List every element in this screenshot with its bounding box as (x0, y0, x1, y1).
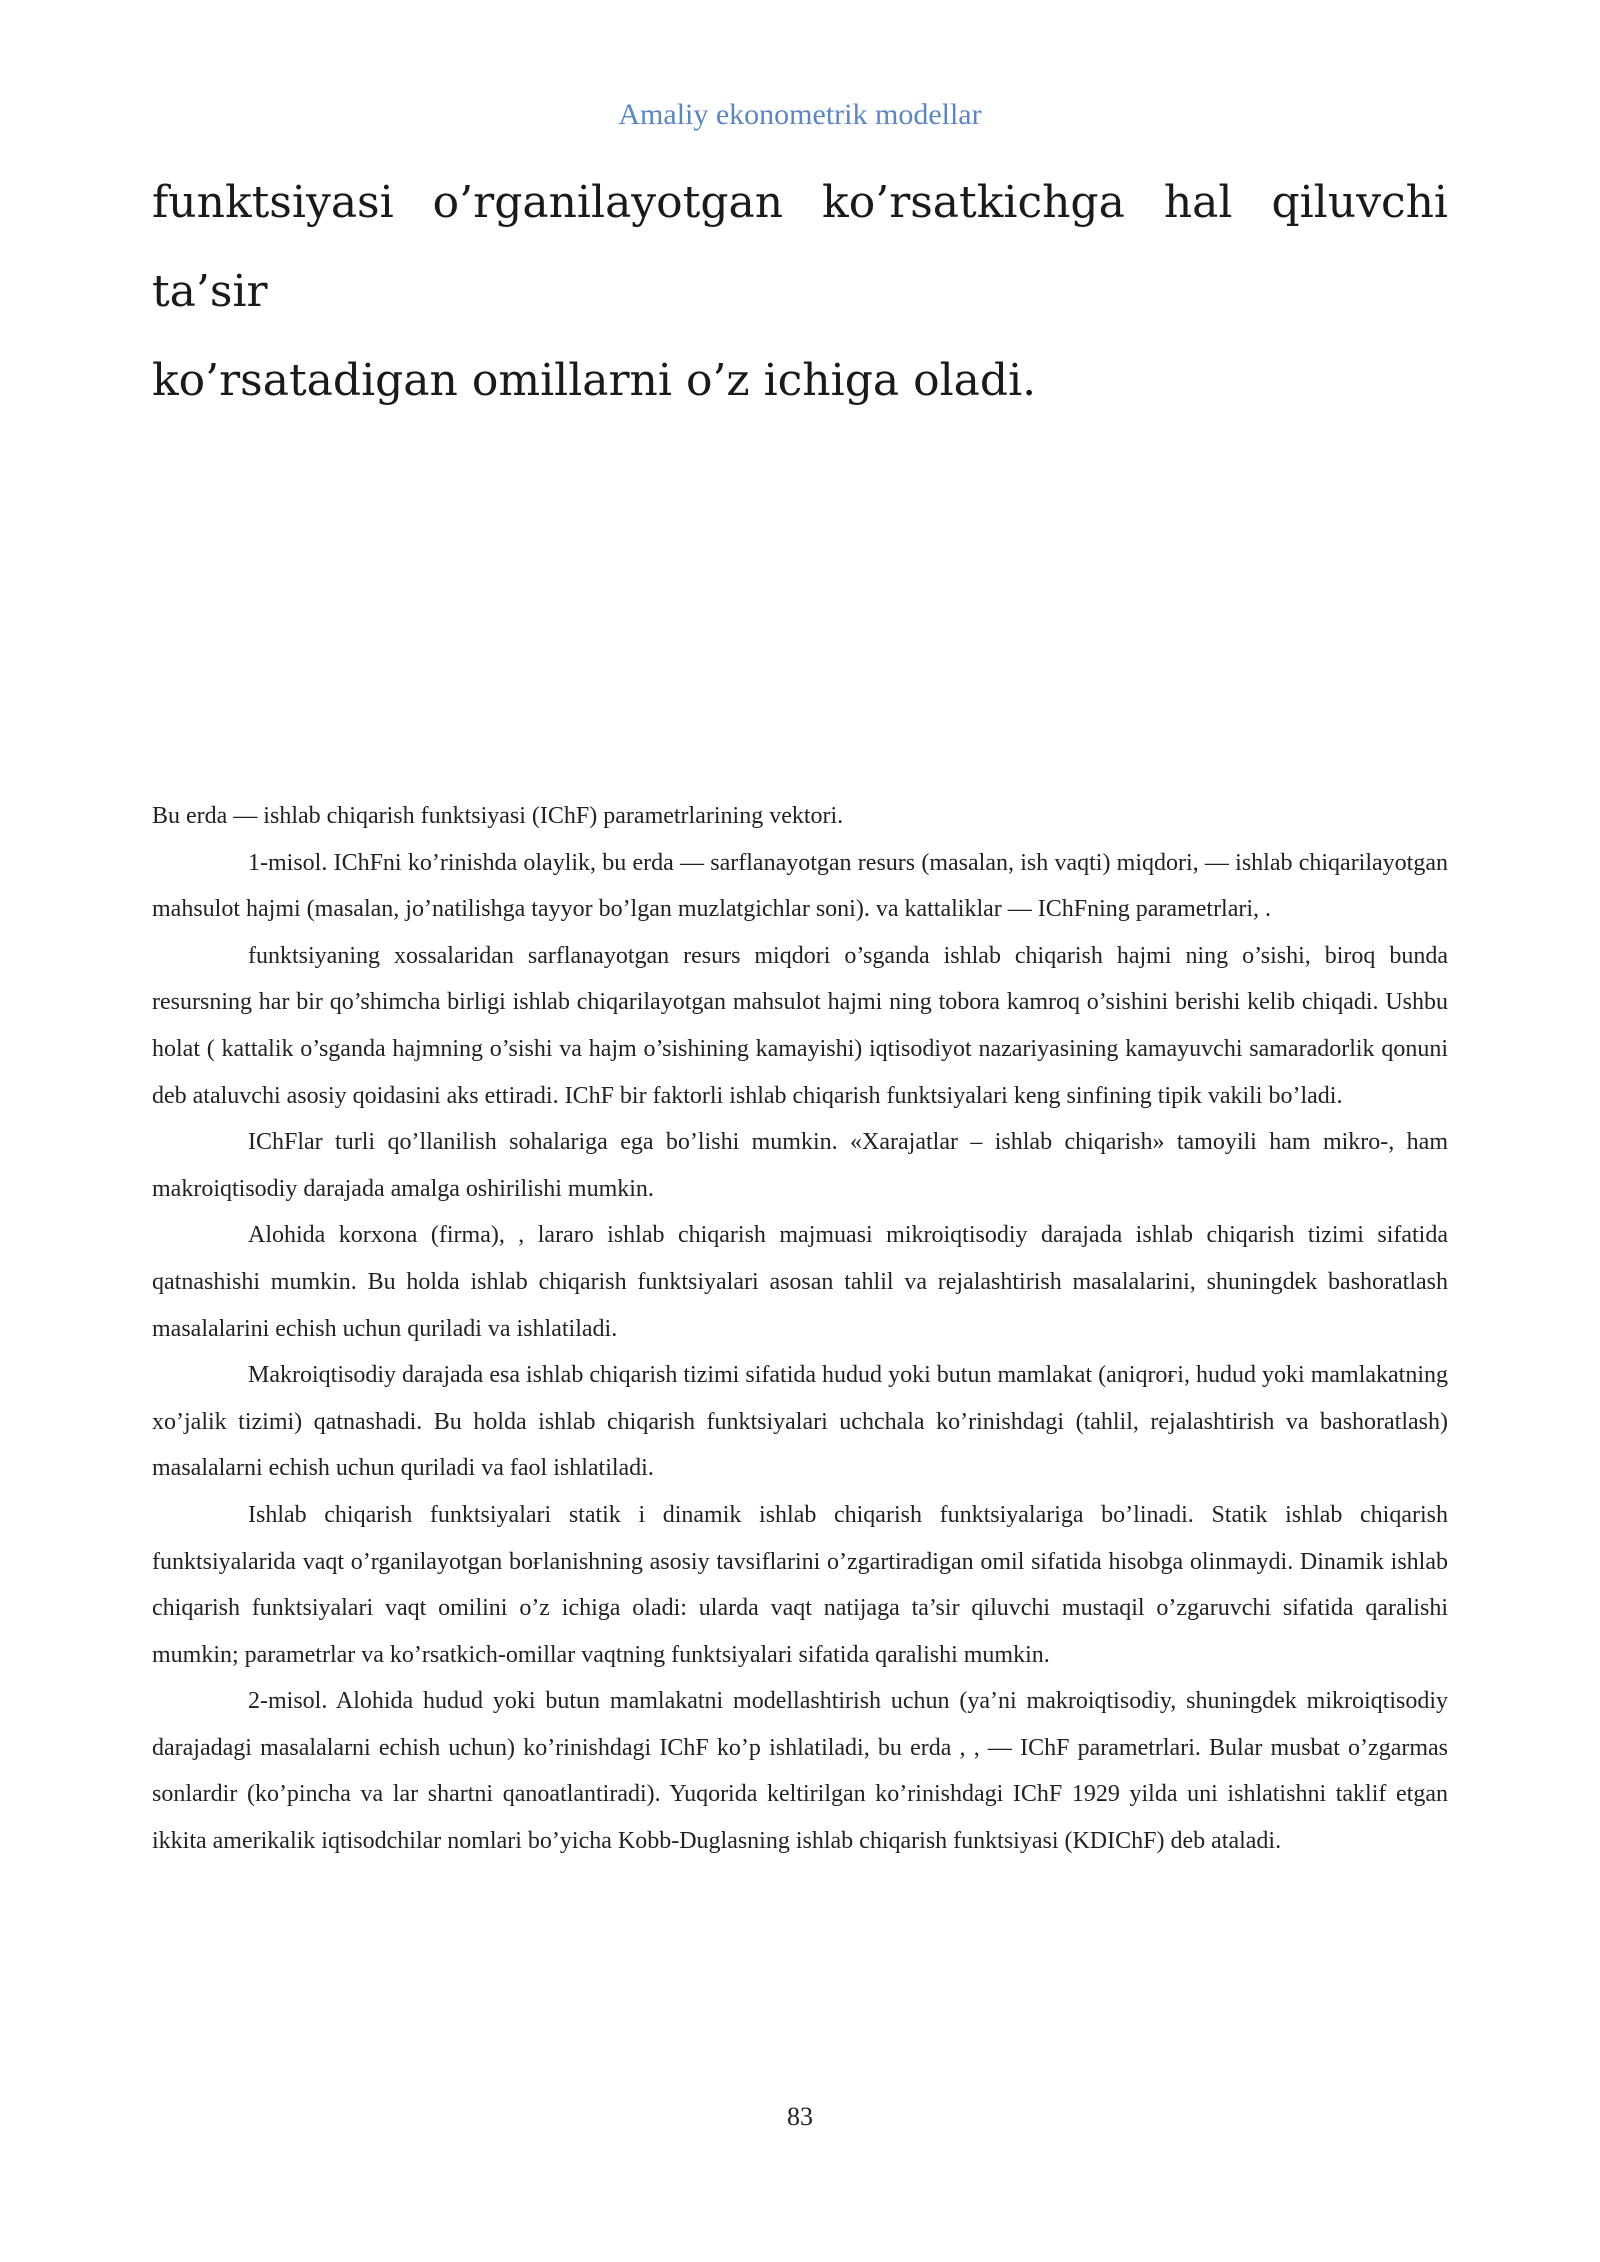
paragraph-example-2: 2-misol. Alohida hudud yoki butun mamlakatni modellashtirish uchun (ya’ni makroiqtisodiy, shuningdek mikroiqtisodiy darajadagi masalalarni echish uchun) ko’rinishdagi IChF ko’p ishlatiladi, bu erda , , — IChF parametrlari. Bular musbat o’zgarmas sonlardir (ko’pincha va lar shartni qanoatlantiradi). Yuqorida keltirilgan ko’rinishdagi IChF 1929 yilda uni ishlatishni taklif etgan ikkita amerikalik iqtisodchilar nomlari bo’yicha Kobb-Duglasning ishlab chiqarish funktsiyasi (KDIChF) deb ataladi. (152, 1688, 1448, 1855)
paragraph-micro-level: Alohida korxona (firma), , lararo ishlab chiqarish majmuasi mikroiqtisodiy darajada ishlab chiqarish tizimi sifatida qatnashishi mumkin. Bu holda ishlab chiqarish funktsiyalari asosan tahlil va rejalashtirish masalalarini, shuningdek bashoratlash masalalarini echish uchun quriladi va ishlatiladi. (152, 1222, 1448, 1342)
paragraph-application-areas: IChFlar turli qo’llanilish sohalariga ega bo’lishi mumkin. «Xarajatlar – ishlab chiqarish» tamoyili ham mikro-, ham makroiqtisodiy darajada amalga oshirilishi mumkin. (152, 1129, 1448, 1202)
running-header: Amaliy ekonometrik modellar (618, 98, 982, 131)
paragraph-macro-level: Makroiqtisodiy darajada esa ishlab chiqarish tizimi sifatida hudud yoki butun mamlakat (aniqroғi, hudud yoki mamlakatning xo’jalik tizimi) qatnashadi. Bu holda ishlab chiqarish funktsiyalari uchchala ko’rinishdagi (tahlil, rejalashtirish va bashoratlash) masalalarni echish uchun quriladi va faol ishlatiladi. (152, 1362, 1448, 1482)
paragraph-function-properties: funktsiyaning xossalaridan sarflanayotgan resurs miqdori o’sganda ishlab chiqarish hajmi ning o’sishi, biroq bunda resursning har bir qo’shimcha birligi ishlab chiqarilayotgan mahsulot hajmi ning tobora kamroq o’sishini berishi kelib chiqadi. Ushbu holat ( kattalik o’sganda hajmning o’sishi va hajm o’sishining kamayishi) iqtisodiyot nazariyasining kamayuvchi samaradorlik qonuni deb ataluvchi asosiy qoidasini aks ettiradi. IChF bir faktorli ishlab chiqarish funktsiyalari keng sinfining tipik vakili bo’ladi. (152, 942, 1448, 1109)
lead-text (152, 158, 1448, 425)
paragraph-example-1: 1-misol. IChFni ko’rinishda olaylik, bu erda — sarflanayotgan resurs (masalan, ish vaqti) miqdori, — ishlab chiqarilayotgan mahsulot hajmi (masalan, jo’natilishga tayyor bo’lgan muzlatgichlar soni). va kattaliklar — IChFning parametrlari, . (152, 849, 1448, 923)
page-number: 83 (787, 2102, 813, 2131)
paragraph-static-dynamic: Ishlab chiqarish funktsiyalari statik i dinamik ishlab chiqarish funktsiyalariga bo’linadi. Statik ishlab chiqarish funktsiyalarida vaqt o’rganilayotgan boғlanishning asosiy tavsiflarini o’zgartiradigan omil sifatida hisobga olinmaydi. Dinamik ishlab chiqarish funktsiyalari vaqt omilini o’z ichiga oladi: ularda vaqt natijaga ta’sir qiluvchi mustaqil o’zgaruvchi sifatida qaralishi mumkin; parametrlar va ko’rsatkich-omillar vaqtning funktsiyalari sifatida qaralishi mumkin. (152, 1501, 1448, 1668)
body-text (152, 793, 1448, 1865)
lead-line-1: funktsiyasi o’rganilayotgan ko’rsatkichga hal qiluvchi ta’sir (152, 177, 1448, 317)
lead-line-2: ko’rsatadigan omillarni o’z ichiga oladi. (152, 355, 1037, 406)
paragraph-parameters: Bu erda — ishlab chiqarish funktsiyasi (IChF) parametrlarining vektori. (152, 803, 844, 829)
